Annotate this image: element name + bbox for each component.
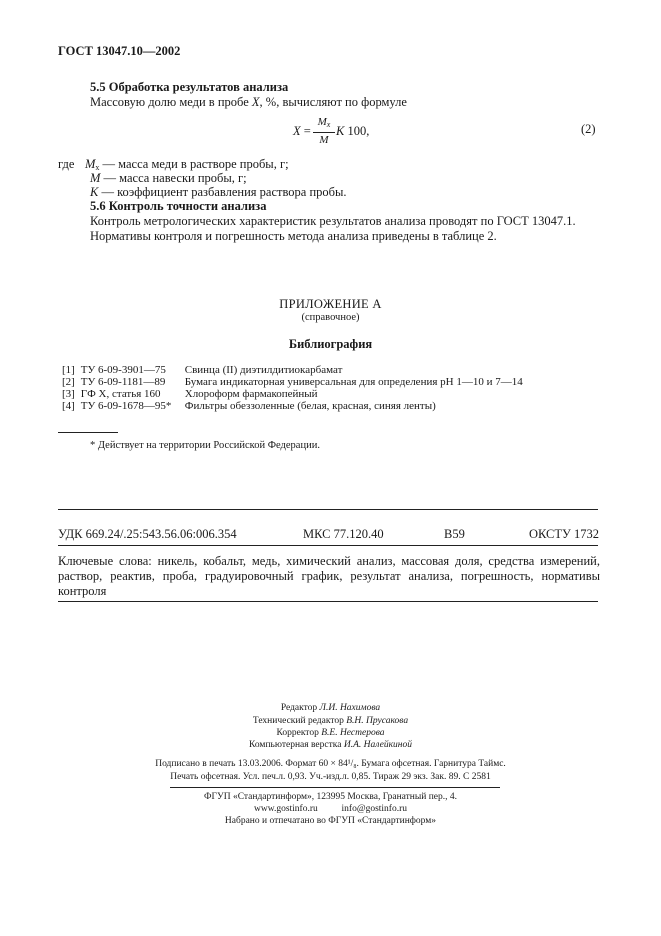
definition-m: M — масса навески пробы, г; — [90, 171, 247, 185]
bibliography-item: [3] ГФ X, статья 160 Хлороформ фармакопейный — [62, 388, 318, 400]
footnote: * Действует на территории Российской Федерации. — [90, 440, 320, 451]
section-5-6-line-1: Контроль метрологических характеристик результатов анализа проводят по ГОСТ 13047.1. — [90, 214, 576, 228]
formula-rest: K 100, — [336, 124, 370, 138]
publisher-print-note: Набрано и отпечатано во ФГУП «Стандартинформ» — [224, 816, 437, 826]
footnote-rule — [58, 432, 118, 433]
where-label: где — [58, 157, 75, 171]
imprint-layout: Компьютерная верстка И.А. Налейкиной — [249, 740, 412, 750]
formula-lhs: X = — [293, 124, 311, 138]
section-5-6-title: 5.6 Контроль точности анализа — [90, 199, 267, 213]
definition-k: K — коэффициент разбавления раствора пробы. — [90, 185, 347, 199]
formula-fraction: $M_x$ M — [313, 116, 335, 146]
imprint-corrector: Корректор В.Е. Нестерова — [276, 728, 385, 738]
keywords: Ключевые слова: никель, кобальт, медь, химический анализ, массовая доля, средства измерений, раствор, реактив, проба, градуировочный график, результат анализа, погрешность, нормативы контроля — [58, 554, 600, 598]
appendix-title: ПРИЛОЖЕНИЕ А — [279, 297, 382, 311]
publisher-contacts: www.gostinfo.ru info@gostinfo.ru — [253, 804, 407, 814]
classification-top-rule — [58, 509, 598, 510]
imprint-editor: Редактор Л.И. Нахимова — [280, 703, 381, 713]
bibliography-item: [4] ТУ 6-09-1678—95* Фильтры обеззоленные (белая, красная, синяя ленты) — [62, 400, 436, 412]
definition-mx: $M_x$ — масса меди в растворе пробы, г; — [85, 157, 289, 172]
bibliography-title: Библиография — [288, 337, 373, 351]
bibliography-item: [1] ТУ 6-09-3901—75 Свинца (II) диэтилдитиокарбамат — [62, 364, 343, 376]
imprint-print-line-1: Подписано в печать 13.03.2006. Формат 60 × 84¹/₈. Бумага офсетная. Гарнитура Таймс. — [155, 759, 506, 769]
imprint-print-line-2: Печать офсетная. Усл. печ.л. 0,93. Уч.-изд.л. 0,85. Тираж 29 экз. Зак. 89. С 2581 — [170, 772, 491, 782]
classification-bottom-rule — [58, 545, 598, 546]
group-code: В59 — [444, 527, 465, 541]
section-5-5-title: 5.5 Обработка результатов анализа — [90, 80, 289, 94]
okstu-code: ОКСТУ 1732 — [529, 527, 600, 541]
appendix-subtitle: (справочное) — [301, 312, 360, 323]
mks-code: МКС 77.120.40 — [303, 527, 384, 541]
keywords-bottom-rule — [58, 601, 598, 602]
document-header: ГОСТ 13047.10—2002 — [58, 44, 181, 58]
imprint-rule — [170, 787, 500, 788]
bibliography-item: [2] ТУ 6-09-1181—89 Бумага индикаторная универсальная для определения рН 1—10 и 7—14 — [62, 376, 523, 388]
publisher-address: ФГУП «Стандартинформ», 123995 Москва, Гранатный пер., 4. — [203, 792, 458, 802]
section-5-6-line-2: Нормативы контроля и погрешность метода анализа приведены в таблице 2. — [90, 229, 497, 243]
formula-number: (2) — [581, 122, 596, 136]
udk-code: УДК 669.24/.25:543.56.06:006.354 — [58, 527, 237, 541]
section-5-5-intro: Массовую долю меди в пробе X, %, вычисляют по формуле — [90, 95, 407, 109]
imprint-tech-editor: Технический редактор В.Н. Прусакова — [252, 716, 409, 726]
